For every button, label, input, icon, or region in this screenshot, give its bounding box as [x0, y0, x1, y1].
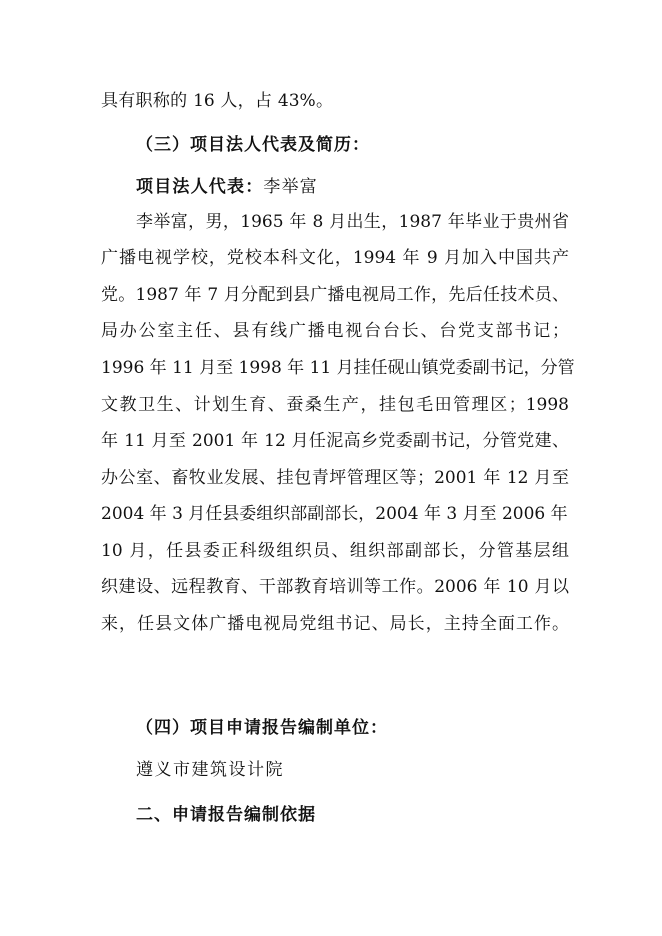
design-unit-name: 遵义市建筑设计院: [136, 760, 284, 780]
paragraph-line: 10 月，任县委正科级组织员、组织部副部长，分管基层组: [101, 541, 569, 561]
legal-rep-line: [136, 177, 318, 197]
paragraph-line: 文教卫生、计划生育、蚕桑生产，挂包毛田管理区；1998: [101, 395, 569, 415]
paragraph-line: 李举富，男，1965 年 8 月出生，1987 年毕业于贵州省: [136, 212, 569, 232]
paragraph-line: 办公室、畜牧业发展、挂包青坪管理区等；2001 年 12 月至: [101, 468, 569, 488]
legal-rep-label: 项目法人代表：: [136, 177, 264, 197]
section-heading-two: 二、申请报告编制依据: [136, 805, 316, 825]
section-heading-3: （三）项目法人代表及简历：: [136, 135, 370, 155]
legal-rep-name: 李举富: [263, 177, 319, 197]
paragraph-line: 广播电视学校，党校本科文化，1994 年 9 月加入中国共产: [101, 248, 569, 268]
section-heading-4: （四）项目申请报告编制单位：: [136, 718, 388, 738]
paragraph-line: 具有职称的 16 人，占 43%。: [101, 91, 333, 111]
paragraph-line: 织建设、远程教育、干部教育培训等工作。2006 年 10 月以: [101, 577, 569, 597]
paragraph-line: 局办公室主任、县有线广播电视台台长、台党支部书记；: [101, 321, 569, 341]
paragraph-line: 来，任县文体广播电视局党组书记、局长，主持全面工作。: [101, 614, 569, 634]
paragraph-line: 党。1987 年 7 月分配到县广播电视局工作，先后任技术员、: [101, 285, 569, 305]
paragraph-line: 2004 年 3 月任县委组织部副部长，2004 年 3 月至 2006 年: [101, 504, 568, 524]
paragraph-line: 年 11 月至 2001 年 12 月任泥高乡党委副书记，分管党建、: [101, 431, 569, 451]
paragraph-line: 1996 年 11 月至 1998 年 11 月挂任砚山镇党委副书记，分管: [101, 358, 575, 378]
